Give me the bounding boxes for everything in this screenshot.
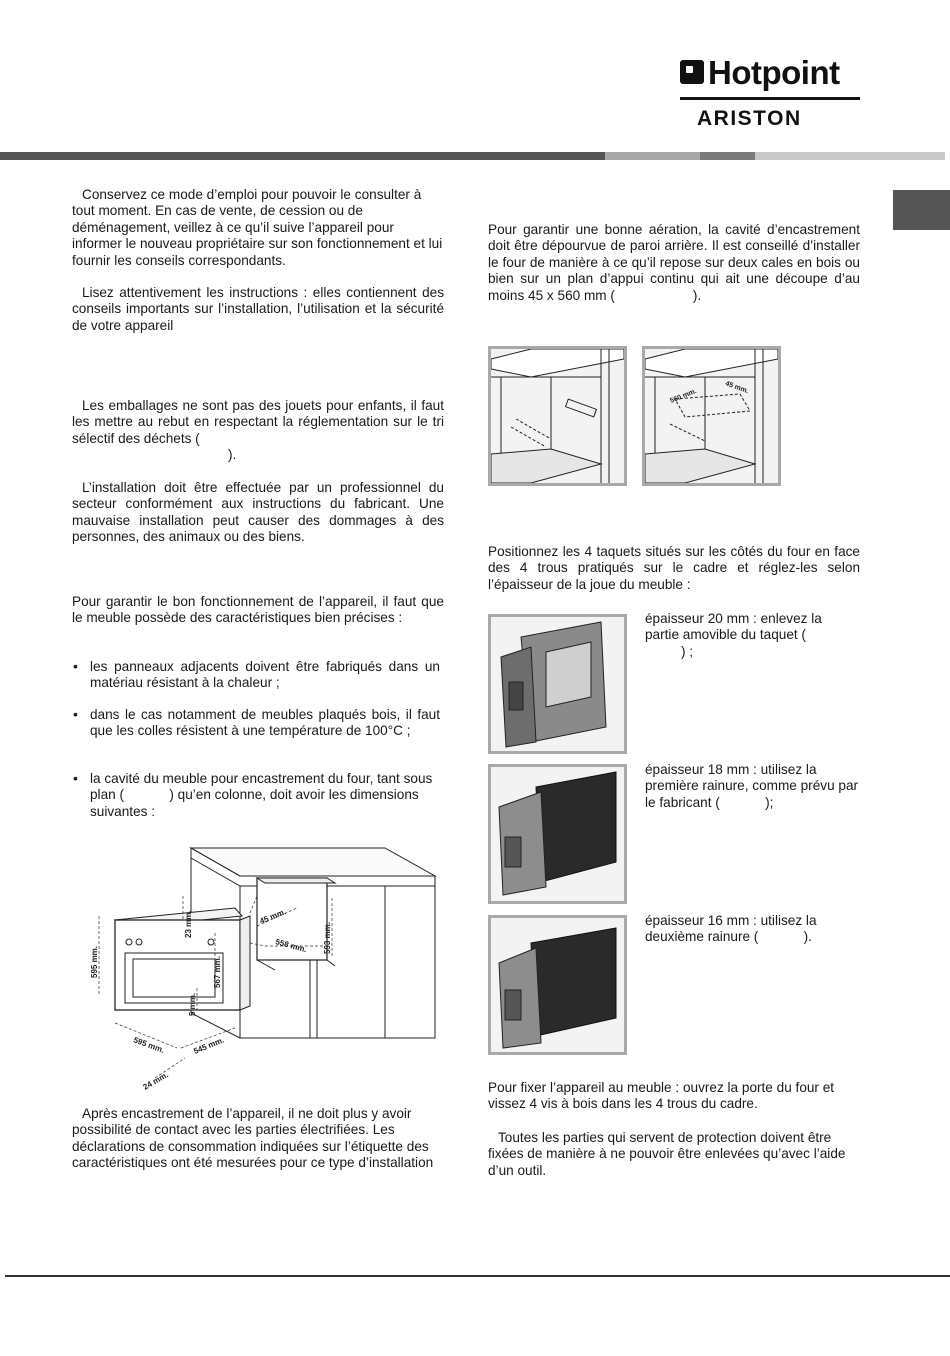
- fig-dim-560: 560 mm.: [669, 387, 698, 405]
- bracket-18mm-text: épaisseur 18 mm : utilisez la première rainure, comme prévu par le fabricant ( );: [645, 762, 862, 810]
- dim-567: 567 mm.: [213, 955, 222, 988]
- dim-24: 24 mm.: [141, 1070, 170, 1092]
- bullet-item-cavity: la cavité du meuble pour encastrement du four, tant sous plan ( ) qu’en colonne, doit avoir les dimensions suivantes :: [90, 771, 437, 819]
- safety-paragraph: Après encastrement de l’appareil, il ne doit plus y avoir possibilité de contact avec les parties électrifiées. Les déclarations de consommation indiquées sur l’étiquette des caractéristiques ont été mesurées pour ce type d’installation: [72, 1106, 434, 1171]
- dim-23: 23 mm.: [184, 910, 193, 938]
- footer-divider: [5, 1275, 950, 1277]
- fig-dim-45: 45 mm.: [724, 380, 750, 396]
- cabinet-dimensions-diagram: [85, 838, 440, 1098]
- installation-paragraph: L’installation doit être effectuée par un professionnel du secteur conformément aux instructions du fabricant. Une mauvaise installation peut causer des dommages à des personnes, des animaux ou des biens.: [72, 480, 444, 545]
- header-bar-pale: [755, 152, 945, 160]
- dim-545: 545 mm.: [192, 1035, 226, 1056]
- bullet-item-glue: dans le cas notamment de meubles plaqués bois, il faut que les colles résistent à une température de 100°C ;: [90, 707, 440, 739]
- fixing-paragraph: Pour fixer l’appareil au meuble : ouvrez la porte du four et vissez 4 vis à bois dans les 4 trous du cadre.: [488, 1080, 835, 1112]
- protection-paragraph: Toutes les parties qui servent de protection doivent être fixées de manière à ne pouvoir être enlevées qu’avec l’aide d’un outil.: [488, 1130, 846, 1178]
- intro-paragraph: Conservez ce mode d’emploi pour pouvoir le consulter à tout moment. En cas de vente, de cession ou de déménagement, veillez à ce qu’il suive l’appareil pour informer le nouveau propriétaire sur son fonctionnement et lui fournir les conseils correspondants.: [72, 187, 443, 268]
- instructions-paragraph: Lisez attentivement les instructions : elles contiennent des conseils importants sur l’installation, l’utilisation et la sécurité de votre appareil: [72, 285, 444, 333]
- dim-595-width: 595 mm.: [132, 1035, 166, 1055]
- bracket-figure-16mm: [488, 915, 627, 1055]
- dim-558: 558 mm.: [274, 937, 308, 955]
- section-tab: [893, 190, 950, 230]
- header-bar-dark: [0, 152, 605, 160]
- brackets-paragraph: Positionnez les 4 taquets situés sur les côtés du four en face des 4 trous pratiqués sur le cadre et réglez-les selon l’épaisseur de la joue du meuble :: [488, 544, 860, 592]
- brand-subname: ARISTON: [697, 107, 802, 130]
- bracket-20mm-text: épaisseur 20 mm : enlevez la partie amovible du taquet ( ) ;: [645, 611, 822, 659]
- bracket-figure-18mm: [488, 764, 627, 904]
- dim-593: 593 mm.: [323, 921, 332, 954]
- brand-divider: [680, 97, 860, 100]
- bracket-16mm-text: épaisseur 16 mm : utilisez la deuxième rainure ( ).: [645, 913, 821, 945]
- bullet-item-panels: les panneaux adjacents doivent être fabriqués dans un matériau résistant à la chaleur ;: [90, 659, 440, 691]
- ventilation-paragraph: Pour garantir une bonne aération, la cavité d’encastrement doit être dépourvue de paroi arrière. Il est conseillé d’installer le four de manière à ce qu’il repose sur deux cales en bois ou bien sur un plan d’appui continu qui ait une découpe d’au moins 45 x 560 mm ( ).: [488, 222, 860, 303]
- dim-595-height: 595 mm.: [90, 945, 99, 978]
- bullet-mark: •: [73, 658, 78, 674]
- bullet-mark: •: [73, 770, 78, 786]
- furniture-paragraph: Pour garantir le bon fonctionnement de l’appareil, il faut que le meuble possède des caractéristiques bien précises :: [72, 594, 444, 626]
- header-bar-mid: [700, 152, 755, 160]
- ventilation-figure-right: [642, 346, 781, 486]
- header-bar-light: [605, 152, 700, 160]
- ventilation-figure-left: [488, 346, 627, 486]
- packaging-paragraph: Les emballages ne sont pas des jouets pour enfants, il faut les mettre au rebut en respectant la réglementation sur le tri sélectif des déchets ( ).: [72, 398, 444, 463]
- dim-5: 5 mm.: [188, 992, 197, 1016]
- bullet-mark: •: [73, 706, 78, 722]
- dim-45: 45 mm.: [258, 907, 288, 926]
- brand-name: Hotpoint: [708, 54, 840, 91]
- bracket-figure-20mm: [488, 614, 627, 754]
- brand-logo-icon: [680, 60, 704, 84]
